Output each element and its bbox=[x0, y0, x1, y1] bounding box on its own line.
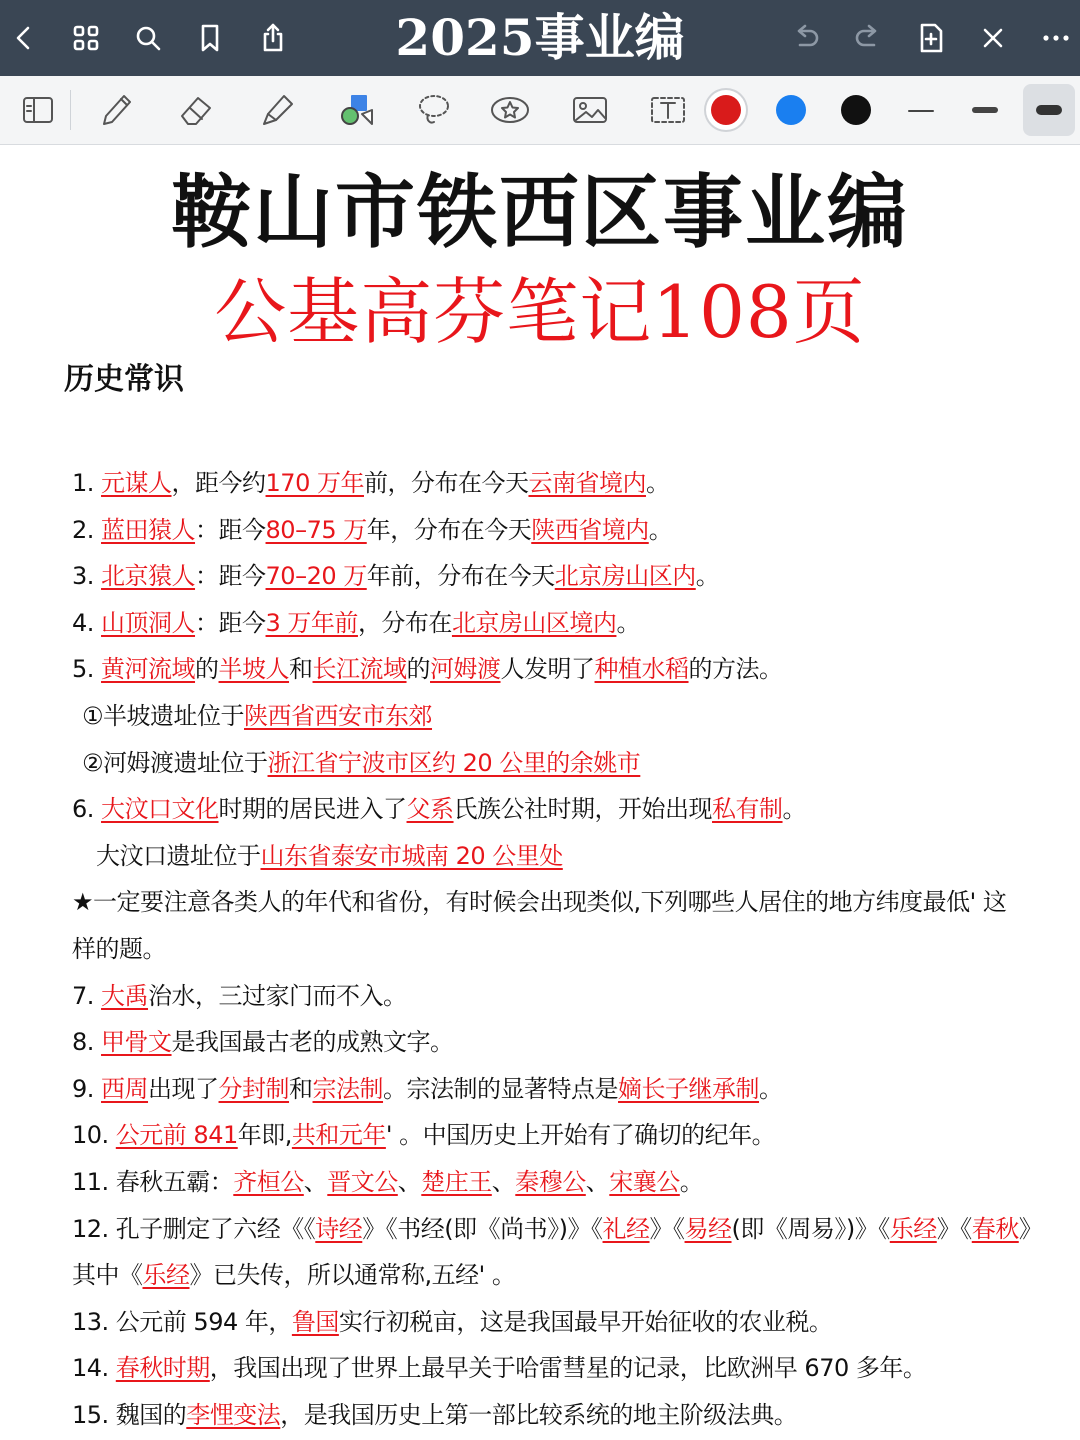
note-text: 2. bbox=[72, 515, 102, 544]
note-line bbox=[72, 973, 1062, 1020]
highlighter-icon[interactable] bbox=[252, 86, 300, 134]
note-text: 。 bbox=[679, 1167, 704, 1196]
note-line bbox=[72, 1299, 1062, 1346]
note-text: ，分布在 bbox=[357, 608, 452, 637]
note-line bbox=[72, 1112, 1062, 1159]
sticker-icon[interactable] bbox=[486, 86, 534, 134]
note-text: 。 bbox=[645, 469, 670, 497]
add-page-icon[interactable] bbox=[911, 18, 951, 58]
note-line bbox=[72, 1066, 1062, 1113]
note-text: ，我国出现了世界上最早关于哈雷彗星的记录，比欧洲早 670 多年。 bbox=[209, 1354, 927, 1383]
note-text: ' 。中国历史上开始有了确切的纪年。 bbox=[385, 1121, 776, 1150]
highlighted-term: 陕西省境内 bbox=[531, 515, 649, 544]
note-line bbox=[72, 600, 1062, 647]
highlighted-term: 河姆渡 bbox=[430, 655, 501, 684]
note-text: 年前，分布在今天 bbox=[366, 562, 555, 591]
undo-icon[interactable] bbox=[786, 18, 826, 58]
shapes-icon[interactable] bbox=[332, 86, 380, 134]
note-text: 》已失传，所以通常称,五经' 。 bbox=[189, 1261, 516, 1290]
note-text: 是我国最古老的成熟文字。 bbox=[171, 1028, 454, 1057]
highlighted-term: 乐经 bbox=[142, 1261, 190, 1290]
note-text: 13. 公元前 594 年， bbox=[72, 1307, 292, 1336]
note-text: 、 bbox=[303, 1167, 328, 1196]
page-title: 鞍山市铁西区事业编 bbox=[171, 165, 909, 259]
note-line bbox=[72, 879, 1062, 926]
image-icon[interactable] bbox=[566, 86, 614, 134]
more-icon[interactable] bbox=[1036, 18, 1076, 58]
stroke-thick-preview bbox=[1036, 105, 1062, 115]
note-text: 的方法。 bbox=[688, 655, 783, 684]
toolbar-divider bbox=[70, 90, 71, 130]
highlighted-term: 楚庄王 bbox=[421, 1167, 492, 1196]
highlighted-term: 80–75 万 bbox=[265, 515, 367, 544]
highlighted-term: 元谋人 bbox=[101, 469, 172, 497]
highlighted-term: 乐经 bbox=[889, 1214, 937, 1243]
note-text: 8. bbox=[72, 1028, 102, 1057]
bookmark-icon[interactable] bbox=[190, 18, 230, 58]
highlighted-term: 170 万年 bbox=[265, 469, 364, 497]
highlighted-term: 甲骨文 bbox=[101, 1028, 172, 1057]
highlighted-term: 蓝田猿人 bbox=[101, 515, 196, 544]
highlighted-term: 父系 bbox=[406, 795, 454, 824]
section-heading: 历史常识 bbox=[64, 362, 184, 397]
note-text: ②河姆渡遗址位于 bbox=[82, 748, 268, 777]
note-text: ，是我国历史上第一部比较系统的地主阶级法典。 bbox=[280, 1400, 798, 1429]
annotation-toolbar bbox=[0, 76, 1080, 145]
highlighted-term: 分封制 bbox=[218, 1074, 290, 1103]
note-line bbox=[72, 786, 1062, 833]
highlighted-term: 种植水稻 bbox=[594, 655, 689, 684]
note-text: ★一定要注意各类人的年代和省份，有时候会出现类似,下列哪些人居住的地方纬度最低' 这 bbox=[72, 888, 1007, 917]
note-text: 7. bbox=[72, 981, 102, 1010]
note-text: 10. bbox=[72, 1121, 116, 1150]
note-text: 氏族公社时期，开始出现 bbox=[453, 795, 713, 824]
highlighted-term: 西周 bbox=[101, 1074, 149, 1103]
note-text: 1. bbox=[72, 469, 102, 497]
highlighted-term: 陕西省西安市东郊 bbox=[244, 701, 433, 730]
note-text: 4. bbox=[72, 608, 102, 637]
highlighted-term: 大汶口文化 bbox=[101, 795, 219, 824]
note-text: 年，分布在今天 bbox=[366, 515, 532, 544]
note-text: ，距今约 bbox=[171, 469, 266, 497]
top-bar bbox=[0, 0, 1080, 76]
note-text: 和 bbox=[289, 1074, 313, 1103]
highlighted-term: 半坡人 bbox=[218, 655, 290, 684]
note-text: 》《 bbox=[936, 1214, 972, 1243]
highlighted-term: 诗经 bbox=[315, 1214, 363, 1243]
lasso-icon[interactable] bbox=[410, 86, 458, 134]
note-line bbox=[72, 693, 1062, 740]
note-text: ①半坡遗址位于 bbox=[82, 701, 245, 730]
history-notes-list bbox=[72, 460, 1062, 1438]
note-line bbox=[72, 507, 1062, 554]
highlighted-term: 北京房山区境内 bbox=[451, 608, 617, 637]
highlighted-term: 公元前 841 bbox=[115, 1121, 238, 1150]
text-box-icon[interactable] bbox=[644, 86, 692, 134]
share-icon[interactable] bbox=[253, 18, 293, 58]
highlighted-term: 北京房山区内 bbox=[554, 562, 696, 591]
highlighted-term: 宋襄公 bbox=[609, 1167, 680, 1196]
note-text: 》《 bbox=[649, 1214, 685, 1243]
note-text: 》《书经(即《尚书》)》《 bbox=[362, 1214, 603, 1243]
note-text: 3. bbox=[72, 562, 102, 591]
note-text: 年即, bbox=[237, 1121, 292, 1150]
note-line bbox=[72, 646, 1062, 693]
highlighted-term: 70–20 万 bbox=[265, 562, 367, 591]
highlighted-term: 北京猿人 bbox=[101, 562, 196, 591]
note-text: 出现了 bbox=[148, 1074, 219, 1103]
note-line bbox=[72, 1019, 1062, 1066]
stroke-thick-option[interactable] bbox=[1023, 84, 1075, 136]
highlighted-term: 共和元年 bbox=[291, 1121, 386, 1150]
note-text: 14. bbox=[72, 1354, 116, 1383]
sidebar-toggle-icon[interactable] bbox=[14, 86, 62, 134]
note-line bbox=[72, 1345, 1062, 1392]
highlighted-term: 云南省境内 bbox=[528, 469, 646, 497]
note-text: 。 bbox=[616, 608, 640, 637]
note-line bbox=[72, 740, 1062, 787]
note-text: 其中《 bbox=[72, 1261, 143, 1290]
document-title: 2025事业编 bbox=[395, 8, 685, 67]
highlighted-term: 山顶洞人 bbox=[101, 608, 196, 637]
highlighted-term: 3 万年前 bbox=[265, 608, 358, 637]
note-text: 。宗法制的显著特点是 bbox=[383, 1074, 619, 1103]
note-text: 、 bbox=[397, 1167, 422, 1196]
color-blue-swatch[interactable] bbox=[776, 95, 806, 125]
highlighted-term: 浙江省宁波市区约 20 公里的余姚市 bbox=[267, 748, 641, 777]
highlighted-term: 宗法制 bbox=[312, 1074, 384, 1103]
note-text: 。 bbox=[759, 1074, 783, 1103]
note-text: 治水，三过家门而不入。 bbox=[148, 981, 407, 1010]
note-line bbox=[72, 833, 1062, 880]
note-text: ：距今 bbox=[195, 515, 266, 544]
page-subtitle: 公基高芬笔记108页 bbox=[214, 270, 866, 354]
note-text: (即《周易》)》《 bbox=[731, 1214, 890, 1243]
note-line bbox=[72, 553, 1062, 600]
eraser-icon[interactable] bbox=[172, 86, 220, 134]
note-text: 前，分布在今天 bbox=[363, 469, 529, 497]
note-text: 5. bbox=[72, 655, 102, 684]
highlighted-term: 嫡长子继承制 bbox=[618, 1074, 760, 1103]
highlighted-term: 大禹 bbox=[101, 981, 149, 1010]
highlighted-term: 易经 bbox=[684, 1214, 732, 1243]
color-red-swatch[interactable] bbox=[711, 95, 741, 125]
note-text: 、 bbox=[585, 1167, 610, 1196]
back-icon[interactable] bbox=[4, 18, 44, 58]
note-line bbox=[72, 1252, 1062, 1299]
note-text: 的 bbox=[406, 655, 431, 684]
note-line bbox=[72, 1392, 1062, 1439]
highlighted-term: 礼经 bbox=[602, 1214, 650, 1243]
note-text: 、 bbox=[491, 1167, 516, 1196]
pen-icon[interactable] bbox=[92, 86, 140, 134]
highlighted-term: 山东省泰安市城南 20 公里处 bbox=[260, 841, 563, 870]
note-text: 。 bbox=[695, 562, 720, 591]
note-text: 。 bbox=[648, 515, 673, 544]
close-icon[interactable] bbox=[973, 18, 1013, 58]
note-line bbox=[72, 1206, 1062, 1253]
note-text: 样的题。 bbox=[72, 934, 166, 963]
note-text: 。 bbox=[782, 795, 807, 824]
note-text: 时期的居民进入了 bbox=[218, 795, 407, 824]
color-black-swatch[interactable] bbox=[841, 95, 871, 125]
note-text: ：距今 bbox=[195, 608, 266, 637]
highlighted-term: 春秋时期 bbox=[115, 1354, 210, 1383]
note-text: 大汶口遗址位于 bbox=[96, 841, 261, 870]
note-text: 和 bbox=[289, 655, 313, 684]
highlighted-term: 私有制 bbox=[712, 795, 783, 824]
note-text: 12. 孔子删定了六经《《 bbox=[72, 1214, 316, 1243]
highlighted-term: 长江流域 bbox=[312, 655, 407, 684]
note-text: 的 bbox=[195, 655, 219, 684]
grid-icon[interactable] bbox=[66, 18, 106, 58]
highlighted-term: 鲁国 bbox=[291, 1307, 339, 1336]
note-text: 11. 春秋五霸： bbox=[72, 1167, 234, 1196]
stroke-medium-option[interactable] bbox=[972, 107, 998, 113]
redo-icon[interactable] bbox=[848, 18, 888, 58]
note-line bbox=[72, 926, 1062, 973]
note-text: 6. bbox=[72, 795, 102, 824]
note-text: 》 bbox=[1018, 1214, 1043, 1243]
note-text: 9. bbox=[72, 1074, 102, 1103]
highlighted-term: 齐桓公 bbox=[233, 1167, 304, 1196]
note-text: ：距今 bbox=[195, 562, 266, 591]
search-icon[interactable] bbox=[128, 18, 168, 58]
note-text: 人发明了 bbox=[500, 655, 595, 684]
highlighted-term: 李悝变法 bbox=[186, 1400, 281, 1429]
note-text: 15. 魏国的 bbox=[72, 1400, 187, 1429]
note-line bbox=[72, 460, 1062, 507]
stroke-thin-option[interactable] bbox=[908, 110, 934, 112]
highlighted-term: 秦穆公 bbox=[515, 1167, 586, 1196]
highlighted-term: 晋文公 bbox=[327, 1167, 398, 1196]
note-text: 实行初税亩，这是我国最早开始征收的农业税。 bbox=[338, 1307, 833, 1336]
note-line bbox=[72, 1159, 1062, 1206]
highlighted-term: 黄河流域 bbox=[101, 655, 196, 684]
highlighted-term: 春秋 bbox=[971, 1214, 1019, 1243]
